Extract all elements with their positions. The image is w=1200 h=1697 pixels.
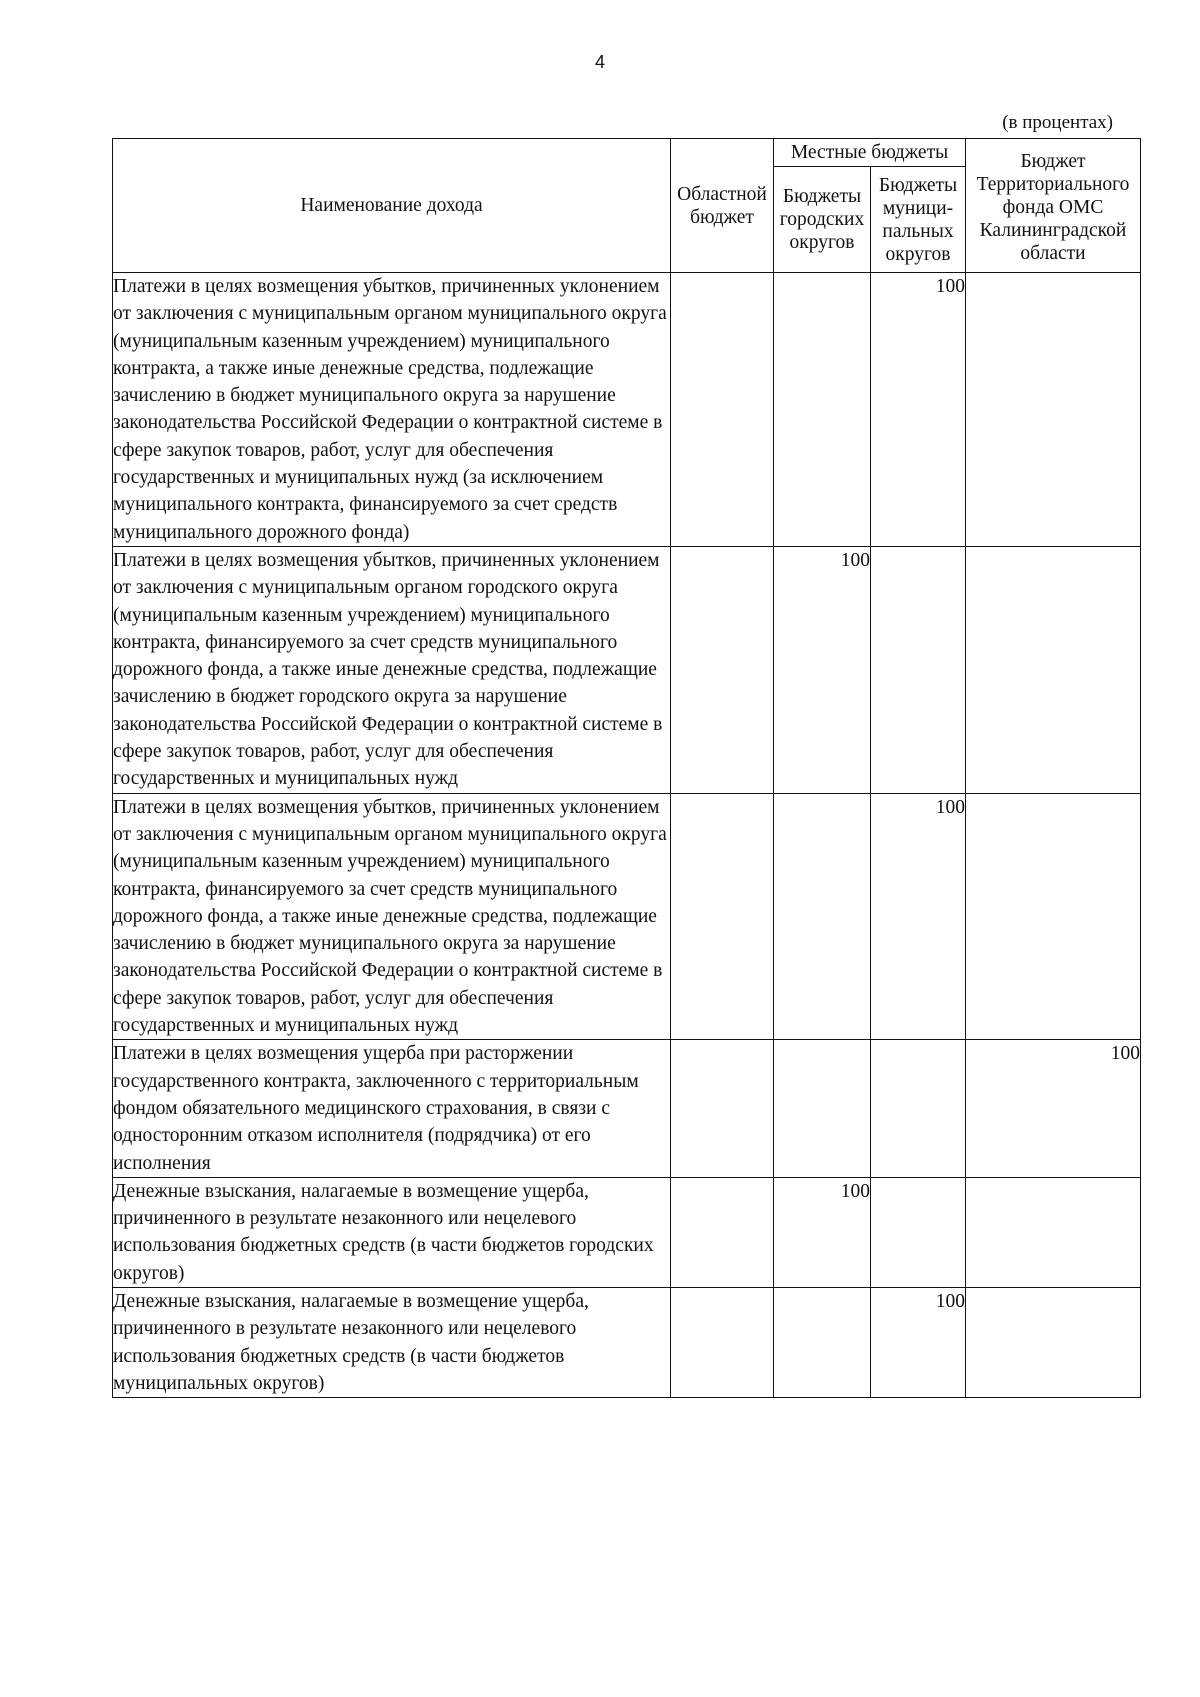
fund-budget-cell: 100 — [966, 1040, 1141, 1177]
table-row — [113, 1177, 1141, 1287]
income-name-cell: Платежи в целях возмещения ущерба при расторжении государственного контракта, заключенного с территориальным фондом обязательного медицинского страхования, в связи с односторонним отказом исполнителя (подрядчика) от его исполнения — [113, 1040, 671, 1177]
regional-budget-cell — [671, 546, 774, 793]
urban-budget-cell — [774, 1040, 871, 1177]
urban-budget-cell — [774, 273, 871, 547]
municipal-budget-cell — [871, 546, 966, 793]
urban-budget-cell: 100 — [774, 546, 871, 793]
urban-budget-cell — [774, 1287, 871, 1397]
urban-budget-cell: 100 — [774, 1177, 871, 1287]
fund-budget-cell — [966, 546, 1141, 793]
regional-budget-cell — [671, 1040, 774, 1177]
table-row — [113, 1287, 1141, 1397]
regional-budget-cell — [671, 273, 774, 547]
table-body — [113, 273, 1141, 1398]
table-row — [113, 1040, 1141, 1177]
income-name-cell: Платежи в целях возмещения убытков, причиненных уклонением от заключения с муниципальным органом муниципального округа (муниципальным казенным учреждением) муниципального контракта, финансируемого за счет средств муниципального дорожного фонда, а также иные денежные средства, подлежащие зачислению в бюджет муниципального округа за нарушение законодательства Российской Федерации о контрактной системе в сфере закупок товаров, работ, услуг для обеспечения государственных и муниципальных нужд — [113, 793, 671, 1040]
fund-budget-cell — [966, 1177, 1141, 1287]
table-row — [113, 546, 1141, 793]
income-name-cell: Платежи в целях возмещения убытков, причиненных уклонением от заключения с муниципальным органом муниципального округа (муниципальным казенным учреждением) муниципального контракта, а также иные денежные средства, подлежащие зачислению в бюджет муниципального округа за нарушение законодательства Российской Федерации о контрактной системе в сфере закупок товаров, работ, услуг для обеспечения государственных и муниципальных нужд (за исключением муниципального контракта, финансируемого за счет средств муниципального дорожного фонда) — [113, 273, 671, 547]
page-number: 4 — [594, 52, 605, 72]
header-municipal-budgets: Бюджеты муници-пальных округов — [871, 167, 966, 273]
income-name-cell: Платежи в целях возмещения убытков, причиненных уклонением от заключения с муниципальным органом городского округа (муниципальным казенным учреждением) муниципального контракта, финансируемого за счет средств муниципального дорожного фонда, а также иные денежные средства, подлежащие зачислению в бюджет городского округа за нарушение законодательства Российской Федерации о контрактной системе в сфере закупок товаров, работ, услуг для обеспечения государственных и муниципальных нужд — [113, 546, 671, 793]
income-name-cell: Денежные взыскания, налагаемые в возмещение ущерба, причиненного в результате незаконного или нецелевого использования бюджетных средств (в части бюджетов городских округов) — [113, 1177, 671, 1287]
fund-budget-cell — [966, 273, 1141, 547]
header-fund-budget: Бюджет Территориального фонда ОМС Калининградской области — [966, 139, 1141, 273]
header-regional-budget: Областной бюджет — [671, 139, 774, 273]
units-note: (в процентах) — [1002, 112, 1113, 133]
table-row — [113, 273, 1141, 547]
header-urban-budgets: Бюджеты городских округов — [774, 167, 871, 273]
fund-budget-cell — [966, 793, 1141, 1040]
regional-budget-cell — [671, 793, 774, 1040]
header-local-budgets: Местные бюджеты — [774, 139, 966, 167]
income-name-cell: Денежные взыскания, налагаемые в возмещение ущерба, причиненного в результате незаконного или нецелевого использования бюджетных средств (в части бюджетов муниципальных округов) — [113, 1287, 671, 1397]
municipal-budget-cell: 100 — [871, 273, 966, 547]
urban-budget-cell — [774, 793, 871, 1040]
municipal-budget-cell — [871, 1040, 966, 1177]
table-header — [113, 139, 1141, 273]
municipal-budget-cell: 100 — [871, 1287, 966, 1397]
regional-budget-cell — [671, 1287, 774, 1397]
municipal-budget-cell — [871, 1177, 966, 1287]
table-row — [113, 793, 1141, 1040]
regional-budget-cell — [671, 1177, 774, 1287]
municipal-budget-cell: 100 — [871, 793, 966, 1040]
fund-budget-cell — [966, 1287, 1141, 1397]
revenue-distribution-table — [112, 138, 1141, 1398]
header-income-name: Наименование дохода — [113, 139, 671, 273]
